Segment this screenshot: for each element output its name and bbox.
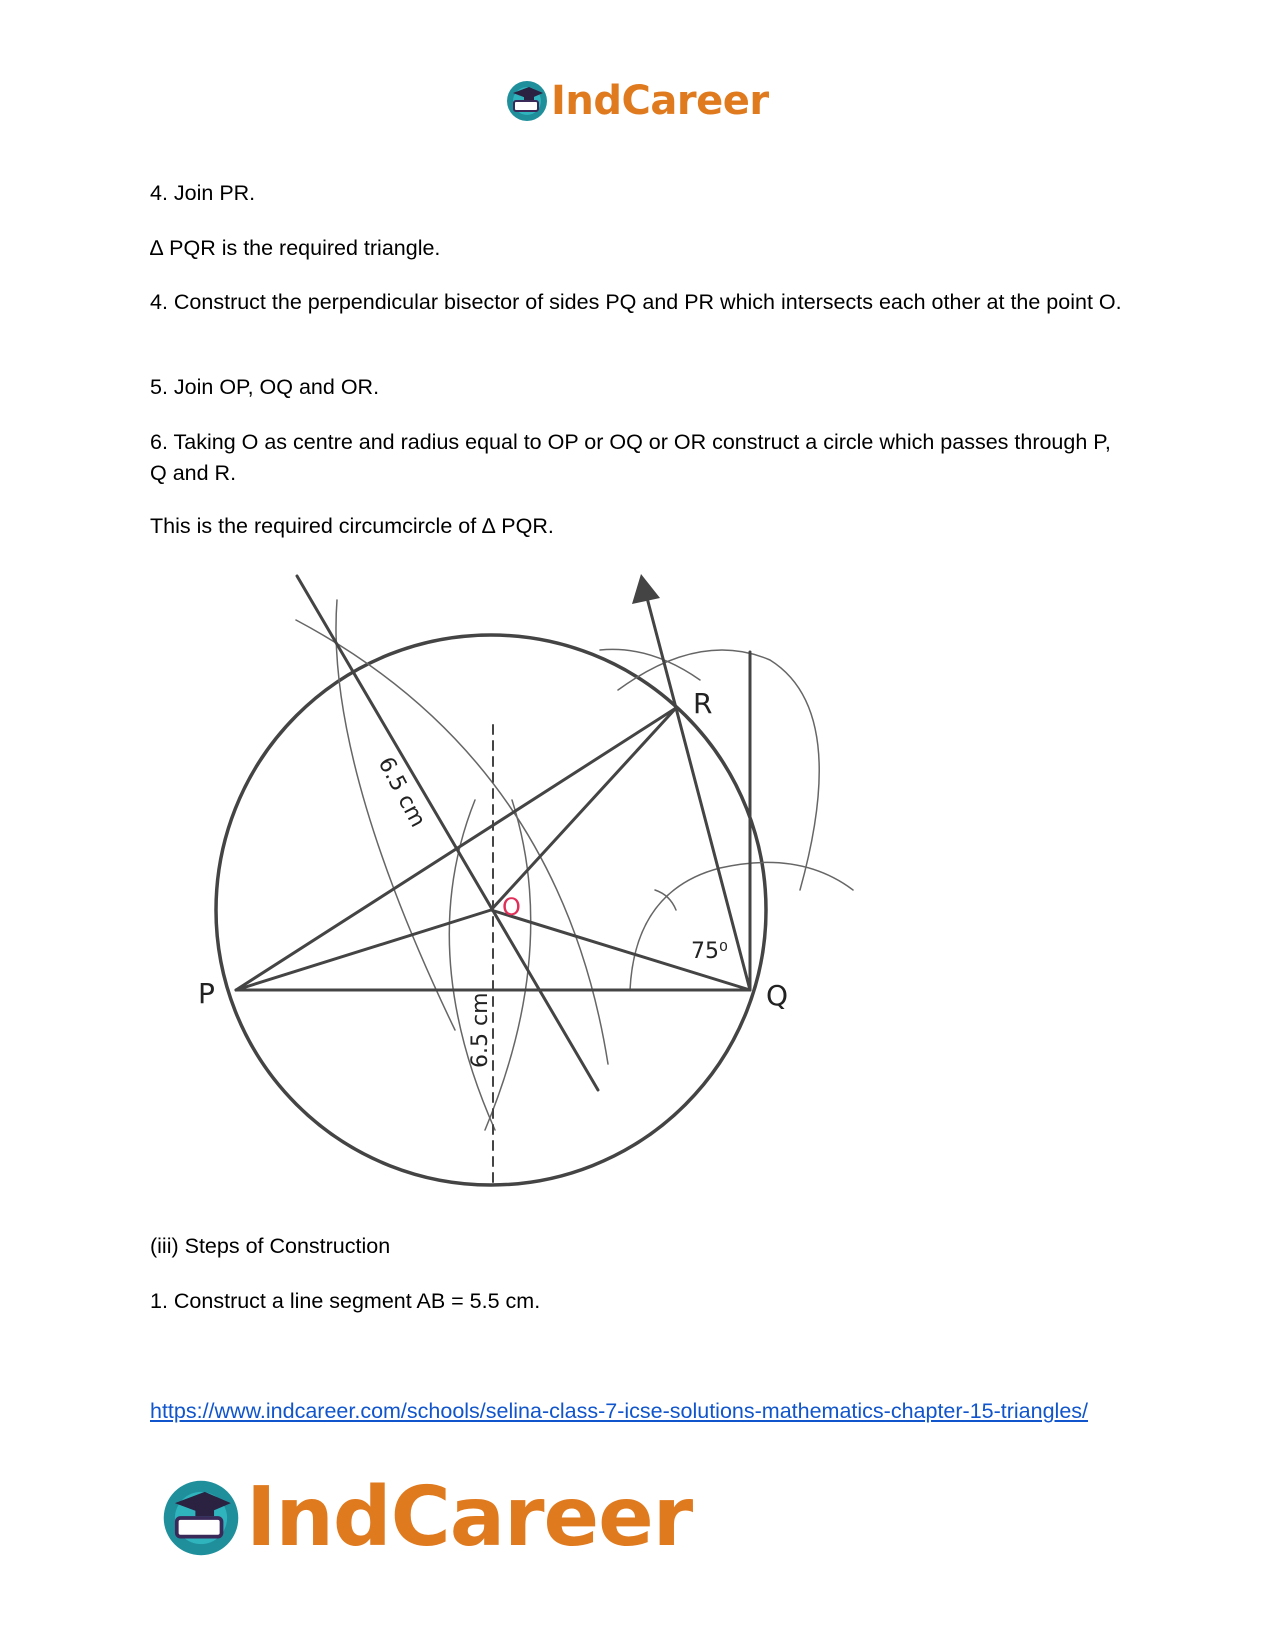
logo-text: IndCareer <box>246 1470 693 1565</box>
arrowhead <box>632 574 660 604</box>
construction-arc <box>630 862 853 990</box>
label-o: O <box>502 893 521 921</box>
label-p: P <box>198 977 215 1010</box>
step-draw-circle: 6. Taking O as centre and radius equal to OP or OQ or OR construct a circle which passes through P, Q and R. <box>150 430 1111 485</box>
segment-op <box>236 910 491 990</box>
footer-logo <box>160 1470 692 1565</box>
label-r: R <box>693 687 713 720</box>
label-q: Q <box>766 979 789 1012</box>
logo-text: IndCareer <box>551 78 769 124</box>
side-pr-label: 6.5 cm <box>372 753 431 832</box>
step-construct-ab: 1. Construct a line segment AB = 5.5 cm. <box>150 1289 541 1313</box>
step-perpendicular-bisector: 4. Construct the perpendicular bisector of sides PQ and PR which intersects each other at the point O. <box>150 290 1122 314</box>
source-link[interactable]: https://www.indcareer.com/schools/selina-class-7-icse-solutions-mathematics-chapter-15-triangles/ <box>150 1399 1089 1423</box>
side-pq-label: 6.5 cm <box>468 992 493 1068</box>
triangle-note: ∆ PQR is the required triangle. <box>150 236 441 260</box>
construction-arc <box>655 890 676 910</box>
graduation-book-icon <box>160 1477 242 1559</box>
angle-label: 75⁰ <box>691 939 728 964</box>
circumcircle-note: This is the required circumcircle of ∆ PQR. <box>150 514 554 538</box>
step-join-pr: 4. Join PR. <box>150 181 256 205</box>
ray-qr <box>646 594 676 708</box>
step-join-o: 5. Join OP, OQ and OR. <box>150 375 380 399</box>
part-iii-heading: (iii) Steps of Construction <box>150 1234 391 1258</box>
